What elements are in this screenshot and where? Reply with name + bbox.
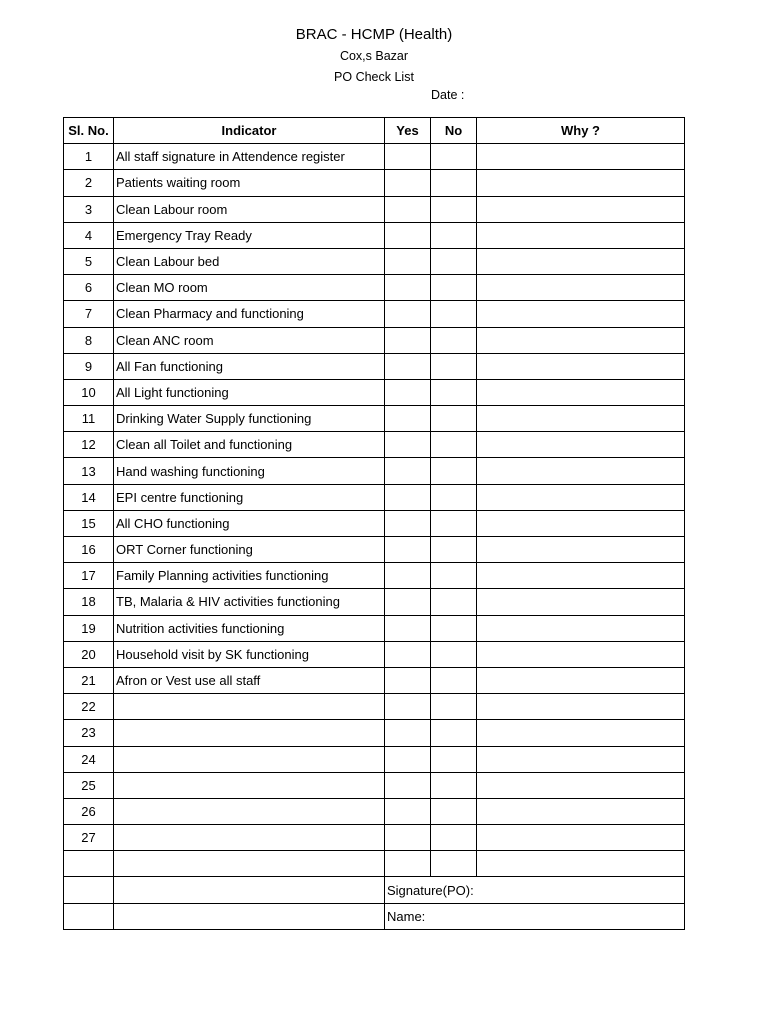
yes-cell[interactable] [385, 537, 431, 563]
sl-number-cell: 7 [64, 301, 114, 327]
table-row [64, 458, 685, 484]
yes-cell[interactable] [385, 563, 431, 589]
table-row [64, 222, 685, 248]
sl-number-cell: 6 [64, 275, 114, 301]
why-cell[interactable] [477, 144, 685, 170]
no-cell[interactable] [431, 406, 477, 432]
why-cell[interactable] [477, 222, 685, 248]
sl-number-cell: 17 [64, 563, 114, 589]
sl-number-cell: 3 [64, 196, 114, 222]
yes-cell[interactable] [385, 798, 431, 824]
table-row [64, 667, 685, 693]
why-cell[interactable] [477, 667, 685, 693]
indicator-cell: Clean ANC room [114, 327, 385, 353]
no-cell[interactable] [431, 379, 477, 405]
indicator-cell: Clean Labour bed [114, 248, 385, 274]
table-row [64, 851, 685, 877]
why-cell[interactable] [477, 510, 685, 536]
table-row [64, 144, 685, 170]
indicator-cell: Nutrition activities functioning [114, 615, 385, 641]
sl-number-cell: 8 [64, 327, 114, 353]
no-cell[interactable] [431, 825, 477, 851]
sl-number-cell: 22 [64, 694, 114, 720]
indicator-cell: Afron or Vest use all staff [114, 667, 385, 693]
sl-number-cell: 1 [64, 144, 114, 170]
why-cell[interactable] [477, 563, 685, 589]
yes-cell[interactable] [385, 641, 431, 667]
table-row [64, 589, 685, 615]
sl-number-cell [64, 851, 114, 877]
why-cell[interactable] [477, 772, 685, 798]
yes-cell[interactable] [385, 458, 431, 484]
indicator-cell [114, 720, 385, 746]
sl-number-cell: 20 [64, 641, 114, 667]
indicator-cell: Clean MO room [114, 275, 385, 301]
why-cell[interactable] [477, 851, 685, 877]
yes-cell[interactable] [385, 772, 431, 798]
no-cell[interactable] [431, 248, 477, 274]
no-cell[interactable] [431, 798, 477, 824]
col-header-no: No [431, 118, 477, 144]
yes-cell[interactable] [385, 379, 431, 405]
sl-number-cell: 5 [64, 248, 114, 274]
table-row [64, 563, 685, 589]
no-cell[interactable] [431, 720, 477, 746]
no-cell[interactable] [431, 484, 477, 510]
indicator-cell: Emergency Tray Ready [114, 222, 385, 248]
signature-row [64, 877, 685, 903]
why-cell[interactable] [477, 694, 685, 720]
why-cell[interactable] [477, 170, 685, 196]
why-cell[interactable] [477, 589, 685, 615]
indicator-cell: All Fan functioning [114, 353, 385, 379]
sl-number-cell: 11 [64, 406, 114, 432]
why-cell[interactable] [477, 301, 685, 327]
document-title: BRAC - HCMP (Health) [295, 26, 453, 43]
yes-cell[interactable] [385, 406, 431, 432]
why-cell[interactable] [477, 275, 685, 301]
table-row [64, 379, 685, 405]
why-cell[interactable] [477, 327, 685, 353]
why-cell[interactable] [477, 537, 685, 563]
table-row [64, 301, 685, 327]
table-row [64, 510, 685, 536]
why-cell[interactable] [477, 406, 685, 432]
no-cell[interactable] [431, 563, 477, 589]
sl-number-cell: 18 [64, 589, 114, 615]
why-cell[interactable] [477, 615, 685, 641]
table-row [64, 248, 685, 274]
sl-number-cell: 2 [64, 170, 114, 196]
no-cell[interactable] [431, 746, 477, 772]
why-cell[interactable] [477, 379, 685, 405]
no-cell[interactable] [431, 537, 477, 563]
yes-cell[interactable] [385, 327, 431, 353]
table-row [64, 353, 685, 379]
table-row [64, 327, 685, 353]
no-cell[interactable] [431, 772, 477, 798]
why-cell[interactable] [477, 484, 685, 510]
yes-cell[interactable] [385, 248, 431, 274]
no-cell[interactable] [431, 694, 477, 720]
yes-cell[interactable] [385, 720, 431, 746]
signature-row-sl-cell [64, 877, 114, 903]
indicator-cell: Clean Labour room [114, 196, 385, 222]
table-row [64, 772, 685, 798]
no-cell[interactable] [431, 615, 477, 641]
signature-row-indicator-cell [114, 877, 385, 903]
no-cell[interactable] [431, 667, 477, 693]
table-row [64, 406, 685, 432]
yes-cell[interactable] [385, 746, 431, 772]
table-row [64, 746, 685, 772]
no-cell[interactable] [431, 196, 477, 222]
table-row [64, 825, 685, 851]
table-row [64, 615, 685, 641]
why-cell[interactable] [477, 798, 685, 824]
why-cell[interactable] [477, 458, 685, 484]
table-row [64, 641, 685, 667]
yes-cell[interactable] [385, 589, 431, 615]
yes-cell[interactable] [385, 301, 431, 327]
yes-cell[interactable] [385, 851, 431, 877]
indicator-cell: Patients waiting room [114, 170, 385, 196]
no-cell[interactable] [431, 170, 477, 196]
sl-number-cell: 24 [64, 746, 114, 772]
col-header-sl: Sl. No. [64, 118, 114, 144]
why-cell[interactable] [477, 432, 685, 458]
no-cell[interactable] [431, 353, 477, 379]
table-row [64, 275, 685, 301]
yes-cell[interactable] [385, 694, 431, 720]
indicator-cell: Household visit by SK functioning [114, 641, 385, 667]
no-cell[interactable] [431, 301, 477, 327]
no-cell[interactable] [431, 589, 477, 615]
sl-number-cell: 10 [64, 379, 114, 405]
why-cell[interactable] [477, 720, 685, 746]
indicator-cell: EPI centre functioning [114, 484, 385, 510]
indicator-cell: Family Planning activities functioning [114, 563, 385, 589]
indicator-cell [114, 772, 385, 798]
sl-number-cell: 9 [64, 353, 114, 379]
name-row-indicator-cell [114, 903, 385, 929]
yes-cell[interactable] [385, 196, 431, 222]
yes-cell[interactable] [385, 615, 431, 641]
indicator-cell: All Light functioning [114, 379, 385, 405]
sl-number-cell: 19 [64, 615, 114, 641]
sl-number-cell: 26 [64, 798, 114, 824]
why-cell[interactable] [477, 353, 685, 379]
indicator-cell: Drinking Water Supply functioning [114, 406, 385, 432]
sl-number-cell: 23 [64, 720, 114, 746]
indicator-cell [114, 825, 385, 851]
sl-number-cell: 14 [64, 484, 114, 510]
indicator-cell: Clean all Toilet and functioning [114, 432, 385, 458]
table-row [64, 694, 685, 720]
yes-cell[interactable] [385, 222, 431, 248]
yes-cell[interactable] [385, 825, 431, 851]
yes-cell[interactable] [385, 484, 431, 510]
col-header-indicator: Indicator [114, 118, 385, 144]
yes-cell[interactable] [385, 170, 431, 196]
name-row-sl-cell [64, 903, 114, 929]
no-cell[interactable] [431, 222, 477, 248]
yes-cell[interactable] [385, 144, 431, 170]
sl-number-cell: 21 [64, 667, 114, 693]
no-cell[interactable] [431, 641, 477, 667]
indicator-cell: TB, Malaria & HIV activities functioning [114, 589, 385, 615]
name-label[interactable]: Name: [385, 903, 685, 929]
why-cell[interactable] [477, 248, 685, 274]
table-row [64, 432, 685, 458]
indicator-cell: Clean Pharmacy and functioning [114, 301, 385, 327]
indicator-cell: Hand washing functioning [114, 458, 385, 484]
sl-number-cell: 15 [64, 510, 114, 536]
yes-cell[interactable] [385, 275, 431, 301]
sl-number-cell: 27 [64, 825, 114, 851]
why-cell[interactable] [477, 641, 685, 667]
table-row [64, 196, 685, 222]
indicator-cell: All CHO functioning [114, 510, 385, 536]
indicator-cell: All staff signature in Attendence register [114, 144, 385, 170]
no-cell[interactable] [431, 275, 477, 301]
col-header-yes: Yes [385, 118, 431, 144]
yes-cell[interactable] [385, 353, 431, 379]
no-cell[interactable] [431, 327, 477, 353]
indicator-cell: ORT Corner functioning [114, 537, 385, 563]
no-cell[interactable] [431, 458, 477, 484]
yes-cell[interactable] [385, 510, 431, 536]
indicator-cell [114, 798, 385, 824]
table-row [64, 170, 685, 196]
sl-number-cell: 16 [64, 537, 114, 563]
why-cell[interactable] [477, 196, 685, 222]
sl-number-cell: 12 [64, 432, 114, 458]
no-cell[interactable] [431, 851, 477, 877]
yes-cell[interactable] [385, 432, 431, 458]
no-cell[interactable] [431, 510, 477, 536]
table-row [64, 798, 685, 824]
no-cell[interactable] [431, 144, 477, 170]
no-cell[interactable] [431, 432, 477, 458]
indicator-cell [114, 746, 385, 772]
table-row [64, 720, 685, 746]
indicator-cell [114, 694, 385, 720]
signature-label[interactable]: Signature(PO): [385, 877, 685, 903]
sl-number-cell: 4 [64, 222, 114, 248]
col-header-why: Why ? [477, 118, 685, 144]
why-cell[interactable] [477, 825, 685, 851]
table-row [64, 537, 685, 563]
location-subtitle: Cox,s Bazar [339, 49, 409, 63]
date-label: Date : [431, 88, 465, 102]
checklist-table [63, 117, 685, 930]
sl-number-cell: 25 [64, 772, 114, 798]
name-row [64, 903, 685, 929]
table-row [64, 484, 685, 510]
yes-cell[interactable] [385, 667, 431, 693]
table-header-row [64, 118, 685, 144]
indicator-cell [114, 851, 385, 877]
checklist-subtitle: PO Check List [334, 70, 414, 84]
sl-number-cell: 13 [64, 458, 114, 484]
why-cell[interactable] [477, 746, 685, 772]
